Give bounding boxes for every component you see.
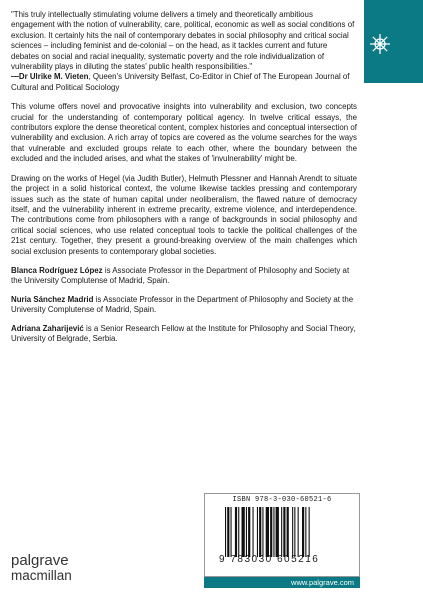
quote-attribution bbox=[11, 72, 357, 93]
editor-bio bbox=[11, 324, 357, 345]
description-paragraph-1: This volume offers novel and provocative insights into vulnerability and exclusion, two concepts crucial for the understanding of contemporary political agency. In twelve critical essays, the contributors explore the dense theoretical content, complex histories and conceptual intersection of vulnerability and exclusion. A rich array of topics are covered as the volume searches for the ways that vulnerable and excluded groups relate to each other, where the boundary between the excluded and the included arises, and what the stakes of 'invulnerability' might be. bbox=[11, 102, 357, 164]
description-paragraph-2: Drawing on the works of Hegel (via Judith Butler), Helmuth Plessner and Hannah Arendt to situate the project in a solid historical context, the volume likewise tackles pressing and contemporary issues such as the state of human capital under neoliberalism, the flawed nature of democracy itself, and the vulnerability inherent in extreme precarity, extreme violence, and interdependence. The contributions come from philosophers with a range of backgrounds in social philosophy and critical social sciences, who use related conceptual tools to tackle the political challenges of the 21st century. Together, they present a ground-breaking overview of the main challenges which social exclusion presents to contemporary global societies. bbox=[11, 173, 357, 256]
attribution-name: —Dr Ulrike M. Vieten bbox=[11, 72, 89, 82]
publisher-logo bbox=[11, 553, 72, 583]
barcode-icon bbox=[225, 507, 353, 557]
barcode-digits: 9 783030 605216 bbox=[219, 554, 320, 565]
publisher-url: www.palgrave.com bbox=[204, 577, 360, 588]
publisher-name-line1: palgrave bbox=[11, 552, 69, 569]
quote-text: "This truly intellectually stimulating volume delivers a timely and theoretically ambitious engagement with the notion of vulnerability, care, political, economic as well as social conditions of exclusion. It certainly hits the nail of contemporary debates in social philosophy and critical social sciences – including feminist and de-colonial – on the head, as it tackles current and future debates on social and racial inequality, systematic poverty and the role individualization of vulnerability plays in diluting the states' public health responsibilities." bbox=[11, 10, 355, 72]
editor-name: Adriana Zaharijević bbox=[11, 323, 84, 333]
editor-bio-text: is Associate Professor in the Department of Philosophy and Society at the University Complutense of Madrid, Spain. bbox=[11, 294, 354, 315]
editor-bio bbox=[11, 295, 357, 316]
isbn-barcode-box bbox=[204, 493, 360, 577]
endorsement-quote bbox=[11, 10, 357, 93]
publisher-name-line2: macmillan bbox=[11, 568, 72, 583]
editor-name: Blanca Rodríguez López bbox=[11, 265, 103, 275]
editor-bio-text: is Associate Professor in the Department of Philosophy and Society at the University Complutense of Madrid, Spain. bbox=[11, 265, 350, 286]
palgrave-star-logo-icon bbox=[369, 33, 391, 55]
attribution-affiliation: , Queen's University Belfast, Co-Editor in Chief of The European Journal of Cultural and Political Sociology bbox=[11, 72, 350, 92]
isbn-text: ISBN 978-3-030-60521-6 bbox=[232, 496, 332, 504]
editor-name: Nuria Sánchez Madrid bbox=[11, 294, 94, 304]
editor-bio bbox=[11, 266, 357, 287]
editor-bio-text: is a Senior Research Fellow at the Institute for Philosophy and Social Theory, University of Belgrade, Serbia. bbox=[11, 323, 356, 343]
back-cover-text bbox=[11, 10, 357, 352]
